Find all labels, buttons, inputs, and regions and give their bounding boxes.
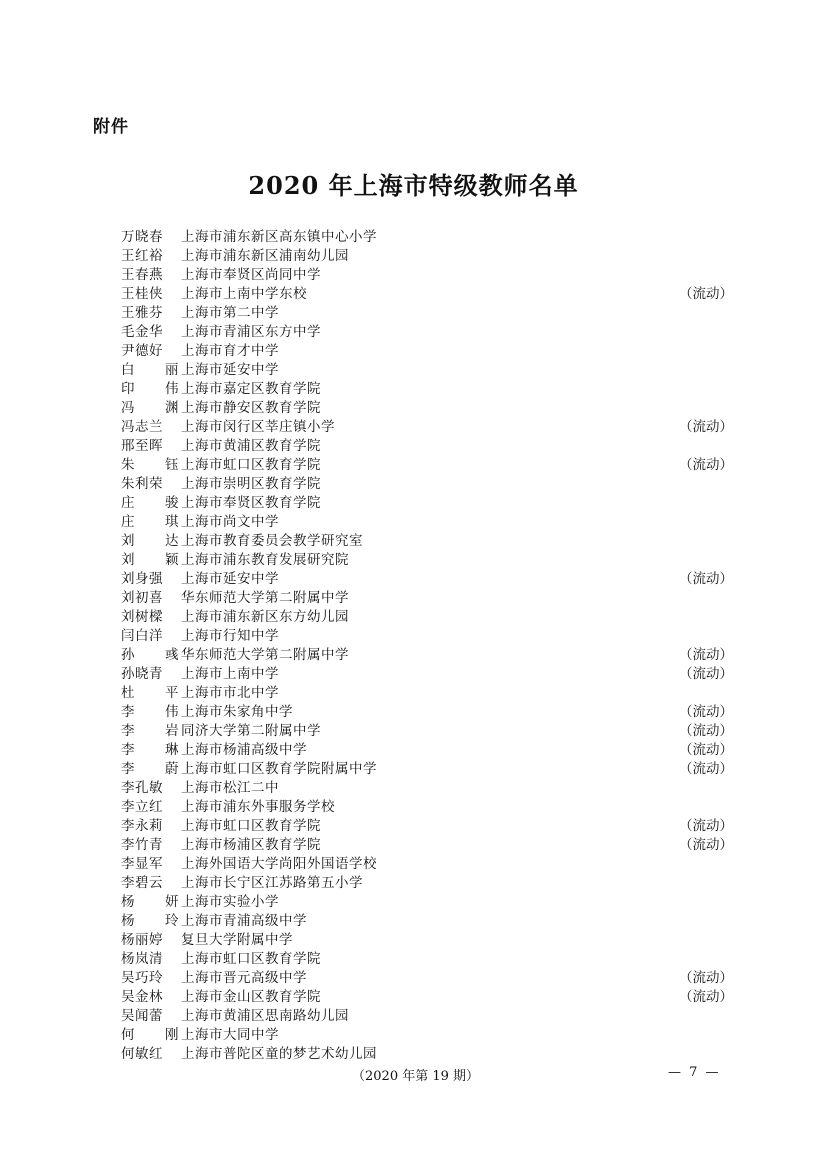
teacher-name: 白丽 [121, 362, 179, 378]
teacher-row [121, 437, 741, 456]
teacher-name: 李永莉 [121, 818, 163, 834]
teacher-school: 上海市尚文中学 [181, 514, 279, 530]
teacher-name: 李琳 [121, 742, 179, 758]
teacher-name: 毛金华 [121, 324, 163, 340]
teacher-school: 上海市崇明区教育学院 [181, 476, 321, 492]
teacher-row [121, 741, 741, 760]
teacher-row [121, 722, 741, 741]
teacher-school: 上海市上南中学 [181, 666, 279, 682]
teacher-school: 上海市奉贤区教育学院 [181, 495, 321, 511]
teacher-row [121, 703, 741, 722]
teacher-row [121, 418, 741, 437]
teacher-name: 杨丽婷 [121, 932, 163, 948]
teacher-name: 吴金林 [121, 989, 163, 1005]
issue-number: （2020 年第 19 期） [352, 1069, 480, 1084]
teacher-school: 华东师范大学第二附属中学 [181, 647, 349, 663]
teacher-name: 闫白洋 [121, 628, 163, 644]
teacher-school: 上海市青浦高级中学 [181, 913, 307, 929]
teacher-row [121, 817, 741, 836]
teacher-school: 上海市黄浦区思南路幼儿园 [181, 1008, 349, 1024]
teacher-name: 尹德好 [121, 343, 163, 359]
teacher-list [121, 228, 741, 1064]
teacher-row [121, 1007, 741, 1026]
teacher-name: 王桂侠 [121, 286, 163, 302]
teacher-school: 上海市杨浦高级中学 [181, 742, 307, 758]
teacher-name: 李立红 [121, 799, 163, 815]
teacher-row [121, 627, 741, 646]
teacher-school: 上海外国语大学尚阳外国语学校 [181, 856, 377, 872]
teacher-row [121, 285, 741, 304]
teacher-school: 上海市育才中学 [181, 343, 279, 359]
rotation-note: （流动） [679, 818, 733, 834]
teacher-school: 上海市朱家角中学 [181, 704, 293, 720]
teacher-row [121, 760, 741, 779]
rotation-note: （流动） [679, 457, 733, 473]
teacher-name: 杨岚清 [121, 951, 163, 967]
teacher-row [121, 1045, 741, 1064]
rotation-note: （流动） [679, 723, 733, 739]
teacher-name: 杨妍 [121, 894, 179, 910]
teacher-name: 李岩 [121, 723, 179, 739]
teacher-name: 王雅芬 [121, 305, 163, 321]
teacher-row [121, 855, 741, 874]
teacher-row [121, 988, 741, 1007]
teacher-name: 杜平 [121, 685, 179, 701]
teacher-school: 上海市市北中学 [181, 685, 279, 701]
teacher-school: 上海市上南中学东校 [181, 286, 307, 302]
teacher-school: 上海市浦东新区东方幼儿园 [181, 609, 349, 625]
rotation-note: （流动） [679, 742, 733, 758]
teacher-school: 上海市普陀区童的梦艺术幼儿园 [181, 1046, 377, 1062]
teacher-row [121, 551, 741, 570]
teacher-row [121, 665, 741, 684]
teacher-name: 王红裕 [121, 248, 163, 264]
rotation-note: （流动） [679, 647, 733, 663]
teacher-school: 上海市金山区教育学院 [181, 989, 321, 1005]
teacher-name: 李竹青 [121, 837, 163, 853]
teacher-school: 上海市行知中学 [181, 628, 279, 644]
teacher-row [121, 342, 741, 361]
teacher-name: 朱利荣 [121, 476, 163, 492]
teacher-name: 孙晓青 [121, 666, 163, 682]
teacher-row [121, 513, 741, 532]
teacher-name: 刘初喜 [121, 590, 163, 606]
teacher-row [121, 399, 741, 418]
teacher-row [121, 228, 741, 247]
rotation-note: （流动） [679, 761, 733, 777]
page-number: — 7 — [668, 1065, 721, 1080]
teacher-school: 上海市实验小学 [181, 894, 279, 910]
teacher-school: 上海市晋元高级中学 [181, 970, 307, 986]
teacher-school: 上海市黄浦区教育学院 [181, 438, 321, 454]
teacher-school: 上海市虹口区教育学院 [181, 457, 321, 473]
teacher-row [121, 912, 741, 931]
teacher-name: 冯渊 [121, 400, 179, 416]
teacher-name: 朱钰 [121, 457, 179, 473]
teacher-name: 万晓春 [121, 229, 163, 245]
teacher-name: 庄骏 [121, 495, 179, 511]
teacher-school: 同济大学第二附属中学 [181, 723, 321, 739]
teacher-row [121, 1026, 741, 1045]
teacher-name: 吴巧玲 [121, 970, 163, 986]
teacher-name: 印伟 [121, 381, 179, 397]
teacher-name: 李碧云 [121, 875, 163, 891]
rotation-note: （流动） [679, 704, 733, 720]
teacher-school: 上海市浦东外事服务学校 [181, 799, 335, 815]
teacher-row [121, 361, 741, 380]
teacher-row [121, 893, 741, 912]
rotation-note: （流动） [679, 571, 733, 587]
teacher-school: 上海市大同中学 [181, 1027, 279, 1043]
teacher-row [121, 304, 741, 323]
rotation-note: （流动） [679, 989, 733, 1005]
teacher-name: 杨玲 [121, 913, 179, 929]
teacher-school: 上海市虹口区教育学院附属中学 [181, 761, 377, 777]
teacher-school: 上海市浦东新区高东镇中心小学 [181, 229, 377, 245]
teacher-row [121, 969, 741, 988]
teacher-name: 吴闻蕾 [121, 1008, 163, 1024]
teacher-school: 上海市浦东新区浦南幼儿园 [181, 248, 349, 264]
rotation-note: （流动） [679, 837, 733, 853]
teacher-school: 上海市延安中学 [181, 571, 279, 587]
teacher-name: 何刚 [121, 1027, 179, 1043]
teacher-school: 上海市闵行区莘庄镇小学 [181, 419, 335, 435]
teacher-name: 李蔚 [121, 761, 179, 777]
teacher-row [121, 570, 741, 589]
teacher-school: 上海市杨浦区教育学院 [181, 837, 321, 853]
teacher-name: 孙彧 [121, 647, 179, 663]
teacher-row [121, 532, 741, 551]
teacher-school: 上海市嘉定区教育学院 [181, 381, 321, 397]
teacher-row [121, 874, 741, 893]
teacher-school: 上海市教育委员会教学研究室 [181, 533, 363, 549]
teacher-school: 复旦大学附属中学 [181, 932, 293, 948]
teacher-name: 庄琪 [121, 514, 179, 530]
teacher-name: 李伟 [121, 704, 179, 720]
teacher-school: 华东师范大学第二附属中学 [181, 590, 349, 606]
teacher-row [121, 323, 741, 342]
teacher-row [121, 456, 741, 475]
teacher-name: 刘颖 [121, 552, 179, 568]
teacher-school: 上海市虹口区教育学院 [181, 818, 321, 834]
teacher-school: 上海市浦东教育发展研究院 [181, 552, 349, 568]
page-title: 2020 年上海市特级教师名单 [248, 171, 579, 200]
rotation-note: （流动） [679, 419, 733, 435]
rotation-note: （流动） [679, 666, 733, 682]
teacher-school: 上海市静安区教育学院 [181, 400, 321, 416]
teacher-name: 刘树樑 [121, 609, 163, 625]
teacher-school: 上海市青浦区东方中学 [181, 324, 321, 340]
teacher-row [121, 779, 741, 798]
teacher-row [121, 380, 741, 399]
teacher-name: 李显军 [121, 856, 163, 872]
teacher-row [121, 266, 741, 285]
teacher-school: 上海市延安中学 [181, 362, 279, 378]
teacher-row [121, 494, 741, 513]
teacher-school: 上海市第二中学 [181, 305, 279, 321]
teacher-row [121, 931, 741, 950]
teacher-row [121, 589, 741, 608]
teacher-name: 李孔敏 [121, 780, 163, 796]
teacher-school: 上海市松江二中 [181, 780, 279, 796]
teacher-row [121, 247, 741, 266]
teacher-name: 刘身强 [121, 571, 163, 587]
teacher-name: 邢至晖 [121, 438, 163, 454]
teacher-name: 何敏红 [121, 1046, 163, 1062]
teacher-name: 刘达 [121, 533, 179, 549]
rotation-note: （流动） [679, 970, 733, 986]
teacher-row [121, 836, 741, 855]
teacher-school: 上海市虹口区教育学院 [181, 951, 321, 967]
teacher-row [121, 684, 741, 703]
teacher-name: 冯志兰 [121, 419, 163, 435]
teacher-row [121, 950, 741, 969]
teacher-row [121, 475, 741, 494]
rotation-note: （流动） [679, 286, 733, 302]
teacher-row [121, 798, 741, 817]
teacher-school: 上海市长宁区江苏路第五小学 [181, 875, 363, 891]
teacher-row [121, 608, 741, 627]
teacher-name: 王春燕 [121, 267, 163, 283]
teacher-row [121, 646, 741, 665]
attachment-label: 附件 [93, 117, 129, 137]
teacher-school: 上海市奉贤区尚同中学 [181, 267, 321, 283]
